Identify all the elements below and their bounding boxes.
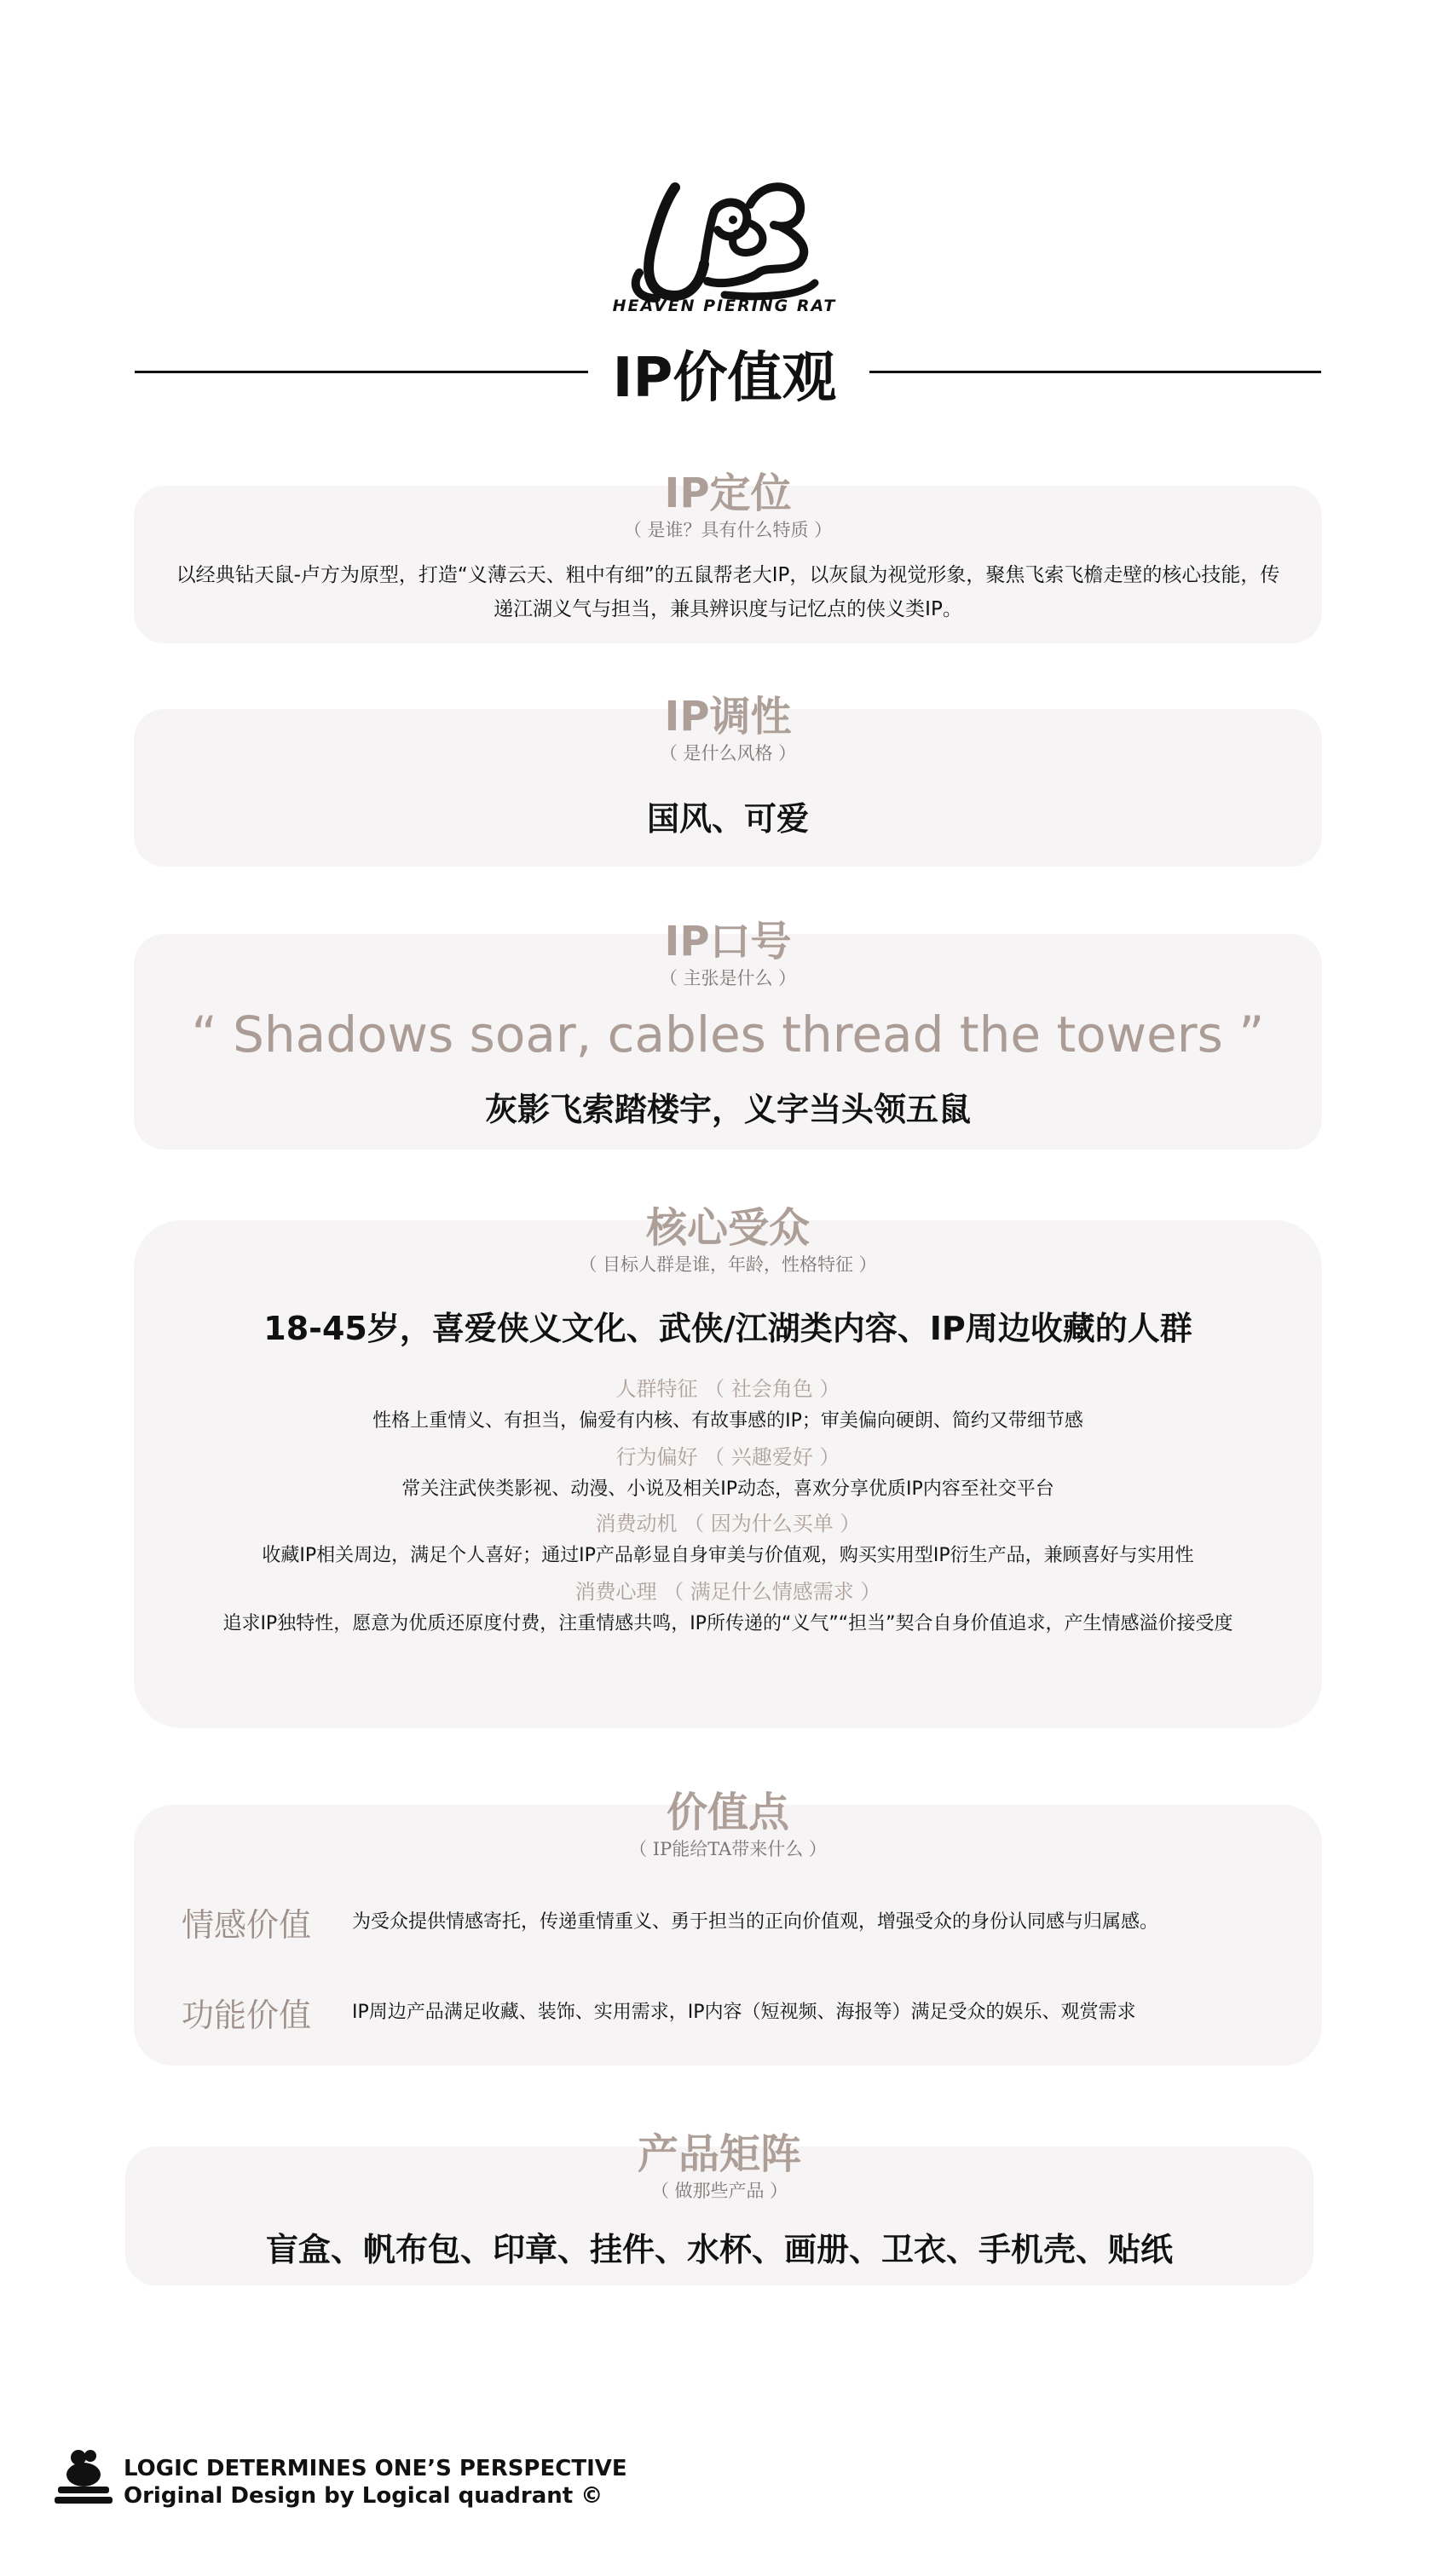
functional-value-label: 功能价值 (182, 1997, 312, 2034)
slogan-title: IP口号 (664, 918, 792, 965)
positioning-title: IP定位 (664, 470, 792, 517)
tone-text: 国风、可爱 (646, 800, 809, 838)
slogan-chinese: 灰影飞索踏楼宇，义字当头领五鼠 (484, 1091, 971, 1128)
slogan-card (134, 918, 1322, 1150)
positioning-subtitle: （ 是谁？具有什么特质 ） (623, 520, 833, 540)
value-card (134, 1789, 1322, 2066)
positioning-text-line1: 以经典钻天鼠-卢方为原型，打造“义薄云天、粗中有细”的五鼠帮老大IP，以灰鼠为视觉形象，聚焦飞索飞檐走壁的核心技能，传 (176, 564, 1280, 586)
positioning-text-line2: 递江湖义气与担当，兼具辨识度与记忆点的侠义类IP。 (494, 598, 962, 620)
audience-card (134, 1204, 1322, 1728)
logo-caption: HEAVEN PIERING RAT (612, 297, 837, 315)
audience-subtitle: （ 目标人群是谁，年龄，性格特征 ） (579, 1254, 877, 1275)
value-subtitle: （ IP能给TA带来什么 ） (629, 1839, 827, 1859)
trait-label-motivation: 消费动机 （ 因为什么买单 ） (595, 1512, 861, 1536)
products-title: 产品矩阵 (637, 2130, 801, 2178)
products-subtitle: （ 做那些产品 ） (650, 2181, 788, 2201)
products-card (125, 2130, 1313, 2285)
trait-text-social: 性格上重情义、有担当，偏爱有内核、有故事感的IP；审美偏向硬朗、简约又带细节感 (372, 1410, 1083, 1432)
emotional-value-text: 为受众提供情感寄托，传递重情重义、勇于担当的正向价值观，增强受众的身份认同感与归属感。 (352, 1911, 1159, 1933)
tone-card (134, 693, 1322, 867)
functional-value-text: IP周边产品满足收藏、装饰、实用需求，IP内容（短视频、海报等）满足受众的娱乐、观赏需求 (352, 2002, 1136, 2023)
products-text: 盲盒、帆布包、印章、挂件、水杯、画册、卫衣、手机壳、贴纸 (265, 2231, 1173, 2268)
trait-text-motivation: 收藏IP相关周边，满足个人喜好；通过IP产品彰显自身审美与价值观，购买实用型IP衍生产品，兼顾喜好与实用性 (262, 1545, 1194, 1566)
footer-slogan: LOGIC DETERMINES ONE’S PERSPECTIVE (124, 2456, 627, 2481)
positioning-card (134, 470, 1322, 643)
trait-label-social: 人群特征 （ 社会角色 ） (615, 1377, 840, 1401)
trait-text-psychology: 追求IP独特性，愿意为优质还原度付费，注重情感共鸣，IP所传递的“义气”“担当”契合自身价值追求，产生情感溢价接受度 (222, 1613, 1233, 1634)
slogan-english: “ Shadows soar, cables thread the towers ” (191, 1006, 1265, 1063)
tone-subtitle: （ 是什么风格 ） (659, 743, 797, 764)
trait-label-psychology: 消费心理 （ 满足什么情感需求 ） (574, 1580, 881, 1604)
trait-text-behavior: 常关注武侠类影视、动漫、小说及相关IP动态，喜欢分享优质IP内容至社交平台 (401, 1478, 1054, 1500)
footer-rat-icon (53, 2446, 114, 2507)
audience-title: 核心受众 (645, 1204, 810, 1252)
trait-label-behavior: 行为偏好 （ 兴趣爱好 ） (615, 1445, 840, 1469)
tone-title: IP调性 (664, 693, 792, 741)
page-title: IP价值观 (612, 347, 837, 410)
title-divider-right (869, 371, 1321, 373)
audience-headline: 18-45岁，喜爱侠义文化、武侠/江湖类内容、IP周边收藏的人群 (263, 1310, 1192, 1347)
footer-credit: Original Design by Logical quadrant © (124, 2483, 603, 2509)
emotional-value-label: 情感价值 (182, 1906, 312, 1944)
slogan-subtitle: （ 主张是什么 ） (659, 968, 797, 988)
value-title: 价值点 (666, 1789, 789, 1836)
